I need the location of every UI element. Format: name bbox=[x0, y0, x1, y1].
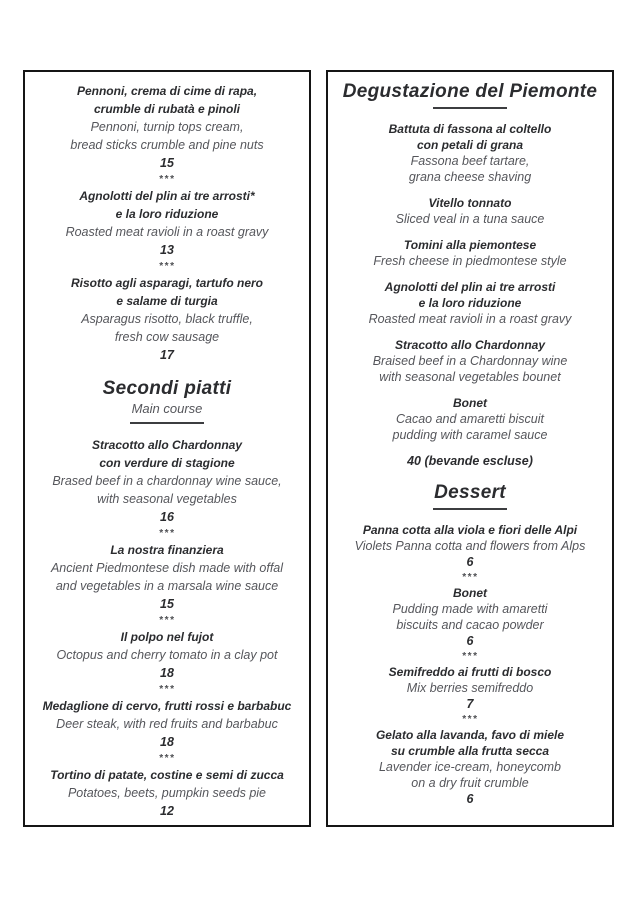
dish-name-line: Vitello tonnato bbox=[428, 196, 512, 210]
dish-description-line: fresh cow sausage bbox=[114, 330, 220, 344]
separator-stars: *** bbox=[158, 174, 176, 185]
dish-price: 6 bbox=[466, 634, 474, 648]
menu-item bbox=[30, 436, 304, 526]
section-divider-line bbox=[130, 422, 204, 424]
dish-description-line: with seasonal vegetables bounet bbox=[379, 370, 561, 384]
left-menu-panel bbox=[23, 70, 311, 827]
dish-description-line: bread sticks crumble and pine nuts bbox=[70, 138, 264, 152]
menu-item bbox=[333, 237, 607, 269]
dish-name-line: Medaglione di cervo, frutti rossi e barbabuc bbox=[42, 699, 292, 713]
dish-description-line: Sliced veal in a tuna sauce bbox=[395, 212, 545, 226]
section-title: Degustazione del Piemonte bbox=[342, 81, 598, 102]
dish-name-line: Gelato alla lavanda, favo di miele bbox=[375, 728, 565, 742]
separator-stars: *** bbox=[158, 261, 176, 272]
dish-name-line: e la loro riduzione bbox=[115, 207, 219, 221]
dish-description-line: Lavender ice-cream, honeycomb bbox=[378, 760, 562, 774]
separator-stars: *** bbox=[461, 651, 479, 662]
dish-price: 15 bbox=[160, 156, 174, 170]
section-title: Secondi piatti bbox=[102, 378, 232, 399]
dish-name-line: Stracotto allo Chardonnay bbox=[394, 338, 546, 352]
dish-description-line: Fresh cheese in piedmontese style bbox=[373, 254, 567, 268]
dish-price: 17 bbox=[160, 348, 174, 362]
dish-price: 6 bbox=[466, 792, 474, 806]
dish-name-line: Pennoni, crema di cime di rapa, bbox=[76, 84, 258, 98]
dish-description-line: Roasted meat ravioli in a roast gravy bbox=[368, 312, 572, 326]
section-title: Dessert bbox=[434, 482, 506, 503]
dish-description-line: Roasted meat ravioli in a roast gravy bbox=[65, 225, 269, 239]
dish-description-line: Potatoes, beets, pumpkin seeds pie bbox=[67, 786, 267, 800]
dish-description-line: biscuits and cacao powder bbox=[396, 618, 544, 632]
separator-stars: *** bbox=[158, 753, 176, 764]
menu-item bbox=[30, 274, 304, 364]
dish-description-line: Brased beef in a chardonnay wine sauce, bbox=[52, 474, 282, 488]
dish-name-line: con petali di grana bbox=[416, 138, 524, 152]
section-subtitle: Main course bbox=[131, 401, 203, 416]
section-header bbox=[30, 377, 304, 424]
dish-name-line: Tortino di patate, costine e semi di zucca bbox=[50, 768, 284, 782]
price-note: 40 (bevande escluse) bbox=[407, 454, 533, 468]
dish-price: 18 bbox=[160, 735, 174, 749]
section-divider-line bbox=[433, 107, 507, 109]
dish-description-line: on a dry fruit crumble bbox=[411, 776, 529, 790]
separator-stars: *** bbox=[158, 528, 176, 539]
dish-name-line: Semifreddo ai frutti di bosco bbox=[388, 665, 552, 679]
dish-name-line: su crumble alla frutta secca bbox=[390, 744, 550, 758]
menu-item bbox=[30, 82, 304, 172]
dish-price: 18 bbox=[160, 666, 174, 680]
dish-description-line: Violets Panna cotta and flowers from Alps bbox=[354, 539, 586, 553]
dish-name-line: Agnolotti del plin ai tre arrosti bbox=[384, 280, 556, 294]
dish-description-line: Pudding made with amaretti bbox=[392, 602, 548, 616]
separator-stars: *** bbox=[158, 615, 176, 626]
dish-name-line: Il polpo nel fujot bbox=[120, 630, 214, 644]
dish-description-line: Braised beef in a Chardonnay wine bbox=[372, 354, 568, 368]
separator-stars: *** bbox=[461, 714, 479, 725]
dish-description-line: pudding with caramel sauce bbox=[392, 428, 548, 442]
dish-price: 12 bbox=[160, 804, 174, 818]
menu-item bbox=[333, 279, 607, 327]
menu-item bbox=[333, 395, 607, 443]
menu-item bbox=[333, 337, 607, 385]
menu-item bbox=[333, 727, 607, 807]
dish-name-line: Stracotto allo Chardonnay bbox=[91, 438, 243, 452]
dish-description-line: and vegetables in a marsala wine sauce bbox=[55, 579, 279, 593]
dish-name-line: Agnolotti del plin ai tre arrosti* bbox=[79, 189, 255, 203]
dish-description-line: Pennoni, turnip tops cream, bbox=[90, 120, 244, 134]
menu-item bbox=[30, 628, 304, 682]
section-header bbox=[333, 481, 607, 510]
dish-price: 7 bbox=[466, 697, 474, 711]
dish-description-line: Mix berries semifreddo bbox=[406, 681, 534, 695]
separator-stars: *** bbox=[461, 572, 479, 583]
dish-name-line: e salame di turgia bbox=[116, 294, 218, 308]
menu-item bbox=[30, 541, 304, 613]
menu-item bbox=[333, 195, 607, 227]
menu-item bbox=[333, 522, 607, 570]
menu-item bbox=[30, 187, 304, 259]
dish-name-line: con verdure di stagione bbox=[99, 456, 235, 470]
dish-price: 16 bbox=[160, 510, 174, 524]
right-menu-panel bbox=[326, 70, 614, 827]
dish-name-line: Bonet bbox=[453, 586, 487, 600]
dish-price: 13 bbox=[160, 243, 174, 257]
menu-item bbox=[30, 697, 304, 751]
dish-name-line: Panna cotta alla viola e fiori delle Alpi bbox=[362, 523, 578, 537]
dish-name-line: La nostra finanziera bbox=[110, 543, 224, 557]
dish-description-line: Octopus and cherry tomato in a clay pot bbox=[56, 648, 278, 662]
menu-item bbox=[30, 766, 304, 820]
dish-price: 15 bbox=[160, 597, 174, 611]
dish-description-line: Asparagus risotto, black truffle, bbox=[81, 312, 253, 326]
section-divider-line bbox=[433, 508, 507, 510]
dish-description-line: Fassona beef tartare, bbox=[410, 154, 530, 168]
dish-name-line: Tomini alla piemontese bbox=[403, 238, 537, 252]
menu-item bbox=[333, 121, 607, 185]
dish-name-line: crumble di rubatà e pinoli bbox=[93, 102, 241, 116]
section-header bbox=[333, 80, 607, 109]
menu-item bbox=[333, 585, 607, 649]
dish-name-line: Risotto agli asparagi, tartufo nero bbox=[70, 276, 264, 290]
separator-stars: *** bbox=[158, 684, 176, 695]
dish-name-line: Battuta di fassona al coltello bbox=[388, 122, 552, 136]
dish-description-line: Cacao and amaretti biscuit bbox=[396, 412, 544, 426]
dish-price: 6 bbox=[466, 555, 474, 569]
dish-description-line: Deer steak, with red fruits and barbabuc bbox=[56, 717, 278, 731]
dish-name-line: Bonet bbox=[453, 396, 487, 410]
dish-name-line: e la loro riduzione bbox=[418, 296, 522, 310]
dish-description-line: with seasonal vegetables bbox=[97, 492, 237, 506]
dish-description-line: grana cheese shaving bbox=[408, 170, 532, 184]
dish-description-line: Ancient Piedmontese dish made with offal bbox=[50, 561, 284, 575]
menu-item bbox=[333, 664, 607, 712]
